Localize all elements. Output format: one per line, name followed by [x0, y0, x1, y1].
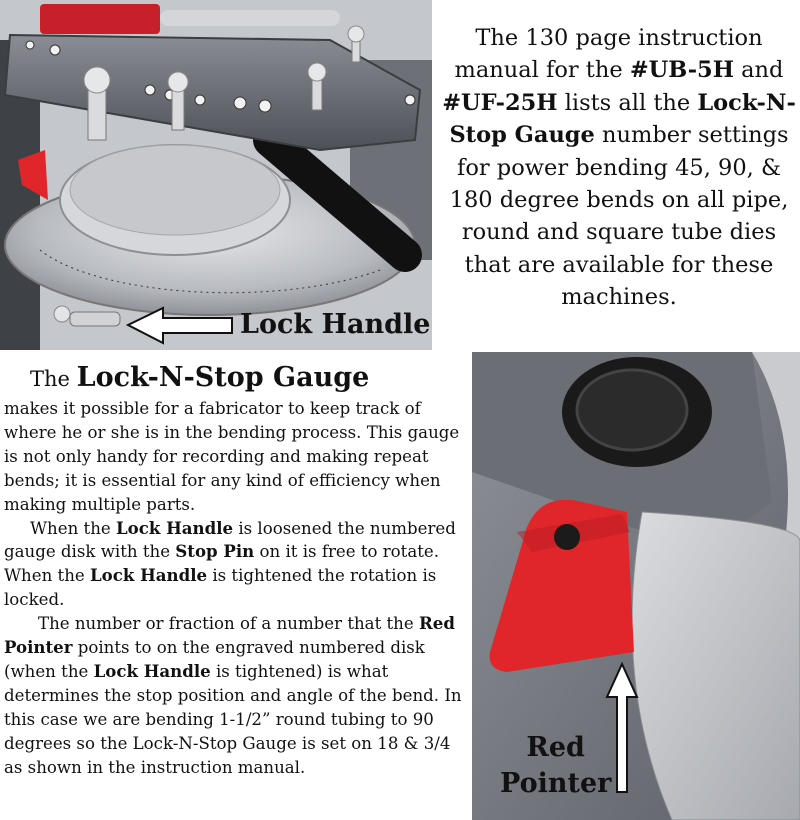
model-ub5h: #UB-5H: [629, 57, 734, 84]
text-run: points to on the engraved numbered disk (when the: [4, 638, 425, 681]
bold-run: Lock Handle: [93, 660, 211, 681]
paragraph-1: makes it possible for a fabricator to keep track of where he or she is in the bending process. This gauge is not only handy for recording and making repeat bends; it is essential for any kind of efficiency when making multiple parts.: [4, 399, 460, 514]
text-run: is loosened the numbered gauge disk with the: [4, 518, 456, 562]
bold-run: Lock Handle: [115, 517, 234, 538]
bold-run: Lock Handle: [89, 565, 208, 586]
bold-run: Stop Pin: [175, 541, 255, 562]
text-run: is tightened the rotation is locked.: [4, 566, 437, 610]
text-run: and: [733, 57, 784, 84]
text-run: number settings for power bending 45, 90, & 180 degree bends on all pipe, round and square tube dies that are available for these machines.: [449, 122, 789, 311]
bender-illustration: [0, 0, 432, 350]
text-run: When the: [30, 518, 116, 538]
manual-description: [440, 22, 798, 314]
text-run: on it is free to rotate. When the: [4, 542, 439, 586]
gauge-name: Lock-N-Stop Gauge: [449, 89, 796, 149]
text-run: lists all the: [557, 89, 698, 116]
text-run: is tightened) is what determines the stop position and angle of the bend. In this case we are bending 1-1/2” round tubing to 90 degrees so the Lock-N-Stop Gauge is set on 18 & 3/4 as shown in the instruction manual.: [4, 661, 462, 777]
lock-handle-label: Lock Handle: [240, 309, 431, 340]
text-run: The 130 page instruction manual for the: [454, 25, 763, 84]
red-pointer-label: [500, 730, 611, 802]
body-text: [4, 397, 472, 780]
label-line: Red: [526, 732, 585, 763]
text-run: The number or fraction of a number that the: [38, 614, 419, 634]
model-uf25h: #UF-25H: [442, 89, 558, 116]
label-line: Pointer: [500, 768, 612, 799]
heading-title: Lock-N-Stop Gauge: [76, 362, 370, 393]
paragraph-2: [4, 517, 472, 613]
paragraph-3: [4, 612, 472, 779]
heading-prefix: The: [30, 367, 77, 391]
section-heading: [30, 362, 369, 393]
bold-run: Red Pointer: [4, 613, 455, 658]
bender-photo: [0, 0, 432, 350]
